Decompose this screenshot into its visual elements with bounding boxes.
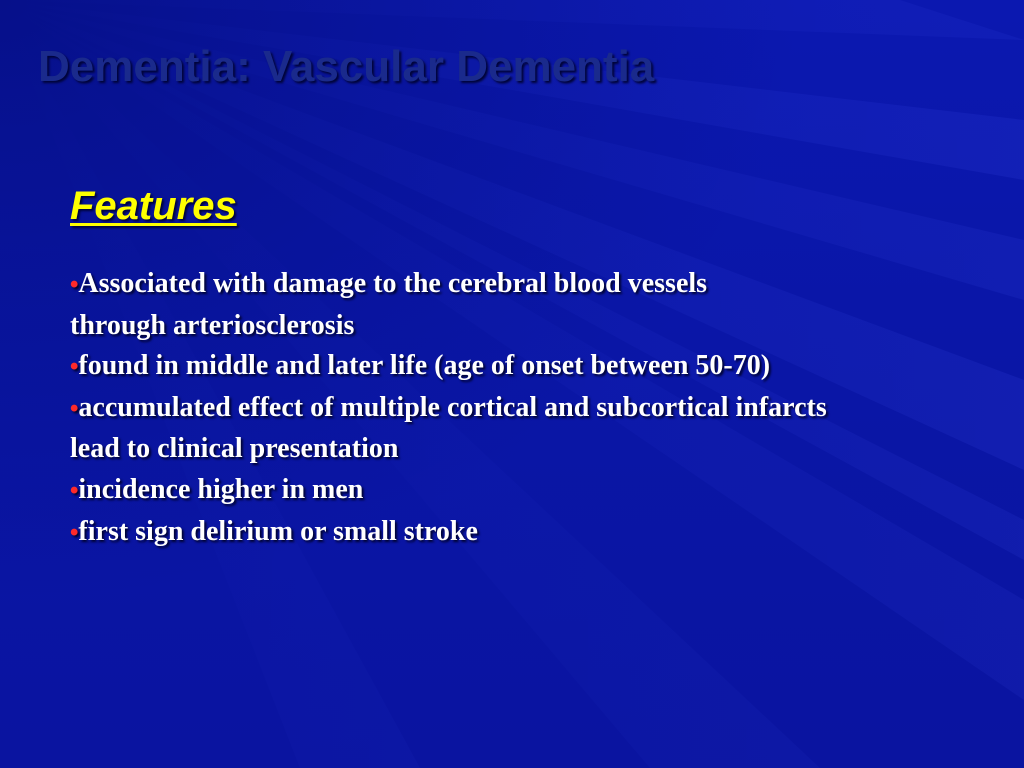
bullet-text-line: lead to clinical presentation bbox=[70, 433, 399, 465]
bullet-item bbox=[70, 264, 1010, 346]
bullet-text-line: through arteriosclerosis bbox=[70, 309, 355, 341]
bullet-item bbox=[70, 388, 1010, 470]
section-heading: Features bbox=[70, 184, 237, 228]
bullet-item bbox=[70, 346, 1010, 388]
bullet-icon: • bbox=[70, 394, 79, 422]
bullet-text-line: first sign delirium or small stroke bbox=[78, 515, 478, 547]
bullet-icon: • bbox=[70, 353, 79, 381]
bullet-icon: • bbox=[70, 476, 79, 504]
bullet-item bbox=[70, 470, 1010, 512]
bullet-text-line: accumulated effect of multiple cortical and subcortical infarcts bbox=[78, 391, 827, 423]
bullet-text-line: Associated with damage to the cerebral blood vessels bbox=[78, 268, 708, 299]
bullet-icon: • bbox=[70, 271, 79, 298]
bullet-text-line: found in middle and later life (age of onset between 50-70) bbox=[78, 350, 771, 382]
bullet-item bbox=[70, 512, 1010, 554]
bullet-text-line: incidence higher in men bbox=[78, 473, 364, 505]
bullet-icon: • bbox=[70, 518, 79, 546]
bullet-list bbox=[70, 264, 1010, 553]
slide-title: Dementia: Vascular Dementia bbox=[38, 42, 655, 91]
